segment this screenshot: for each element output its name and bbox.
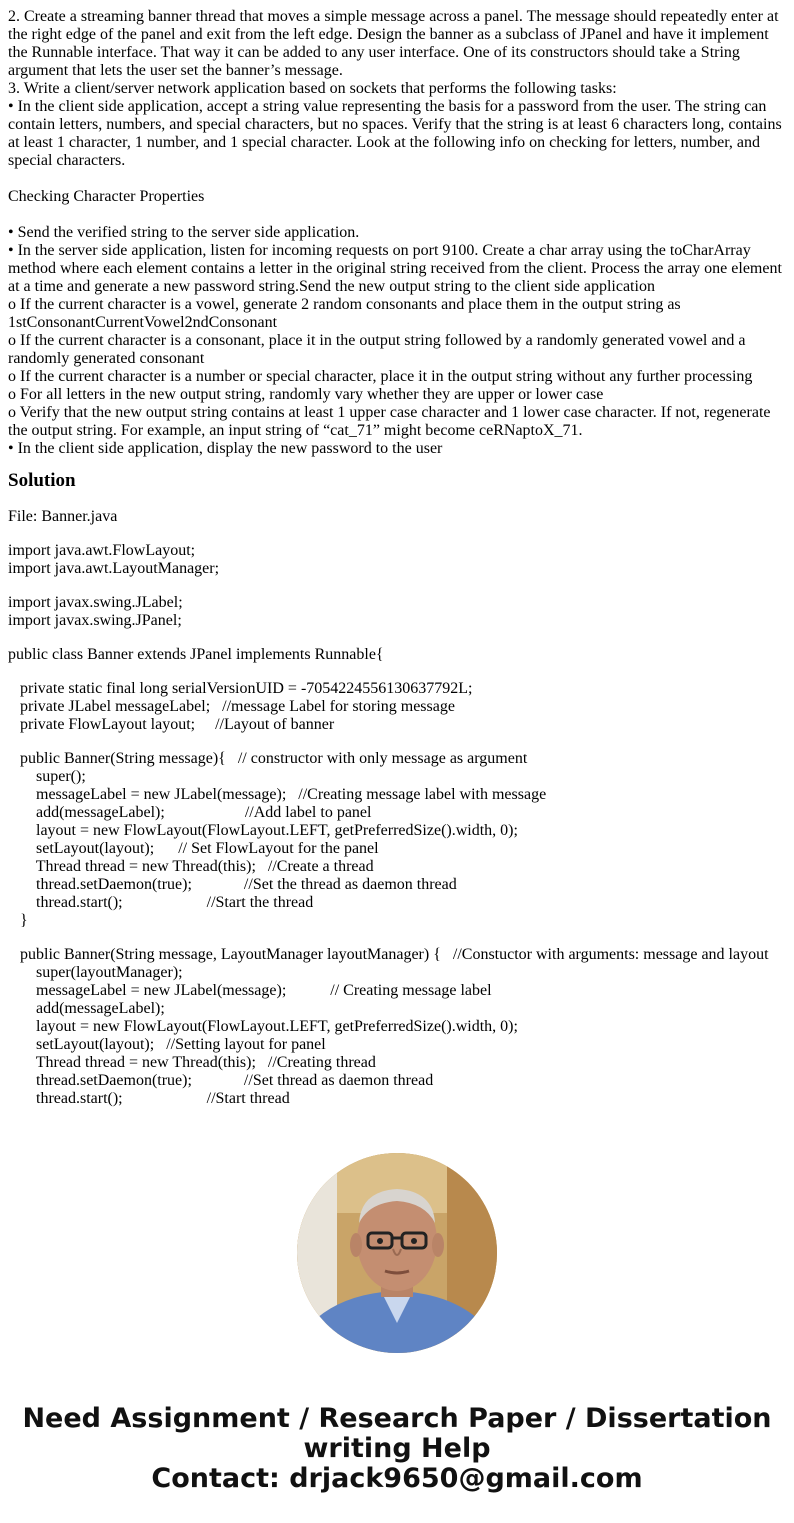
file-label: File: Banner.java (8, 508, 118, 525)
bullet-display-password: • In the client side application, display the new password to the user (8, 440, 443, 457)
bullet-server-side: • In the server side application, listen for incoming requests on port 9100. Create a char array using the toCharArray method where each element contains a letter in the original string received from the client. Process the array one element at a time and generate a new password string.Send the new output string to the client side application (8, 242, 782, 295)
code-constructor-2: public Banner(String message, LayoutManager layoutManager) { //Constuctor with arguments: message and layout super(layoutManager); messageLabel = new JLabel(message); // Creating message label add(messageLabel); layout = new FlowLayout(FlowLayout.LEFT, getPreferredSize().width, 0); setLayout(layout); //Setting layout for panel Thread thread = new Thread(this); //Creating thread thread.setDaemon(true); //Set thread as daemon thread thread.start(); //Start thread (20, 946, 769, 1107)
code-imports-awt: import java.awt.FlowLayout; import java.awt.LayoutManager; (8, 542, 220, 577)
sub-number-special: o If the current character is a number or special character, place it in the output string without any further processing (8, 368, 753, 385)
sub-vowel: o If the current character is a vowel, generate 2 random consonants and place them in the output string as 1stConsonantCurrentVowel2ndConsonant (8, 296, 681, 331)
question-3: 3. Write a client/server network application based on sockets that performs the following tasks: (8, 80, 617, 97)
contact-banner (0, 1404, 794, 1494)
code-class-declaration: public class Banner extends JPanel implements Runnable{ (8, 646, 384, 663)
footer-line-2: writing Help (303, 1433, 491, 1464)
spacer (8, 206, 786, 224)
sub-vary-case: o For all letters in the new output string, randomly vary whether they are upper or lower case (8, 386, 604, 403)
checking-character-properties-link: Checking Character Properties (8, 188, 205, 205)
code-fields: private static final long serialVersionUID = -7054224556130637792L; private JLabel messageLabel; //message Label for storing message private FlowLayout layout; //Layout of banner (20, 680, 473, 733)
person-photo-icon (297, 1153, 497, 1353)
solution-heading: Solution (8, 470, 76, 491)
sub-verify-case: o Verify that the new output string contains at least 1 upper case character and 1 lower case character. If not, regenerate the output string. For example, an input string of “cat_71” might become ceRNaptoX_71. (8, 404, 771, 439)
bullet-send-string: • Send the verified string to the server side application. (8, 224, 360, 241)
spacer (8, 170, 786, 188)
code-constructor-1: public Banner(String message){ // constructor with only message as argument super(); messageLabel = new JLabel(message); //Creating message label with message add(messageLabel); //Add label to panel layout = new FlowLayout(FlowLayout.LEFT, getPreferredSize().width, 0); setLayout(layout); // Set FlowLayout for the panel Thread thread = new Thread(this); //Create a thread thread.setDaemon(true); //Set the thread as daemon thread thread.start(); //Start the thread } (20, 750, 547, 929)
bullet-client-accept: • In the client side application, accept a string value representing the basis for a password from the user. The string can contain letters, numbers, and special characters, but no spaces. Verify that the string is at least 6 characters long, contains at least 1 character, 1 number, and 1 special character. Look at the following info on checking for letters, number, and special characters. (8, 98, 782, 169)
question-2: 2. Create a streaming banner thread that moves a simple message across a panel. The message should repeatedly enter at the right edge of the panel and exit from the left edge. Design the banner as a subclass of JPanel and have it implement the Runnable interface. That way it can be added to any user interface. One of its constructors should take a String argument that lets the user set the banner’s message. (8, 8, 779, 79)
author-avatar (297, 1153, 497, 1353)
code-imports-swing: import javax.swing.JLabel; import javax.swing.JPanel; (8, 594, 183, 629)
footer-contact-email: Contact: drjack9650@gmail.com (151, 1463, 643, 1494)
footer-line-1: Need Assignment / Research Paper / Dissertation (22, 1403, 772, 1434)
sub-consonant: o If the current character is a consonant, place it in the output string followed by a randomly generated vowel and a randomly generated consonant (8, 332, 746, 367)
